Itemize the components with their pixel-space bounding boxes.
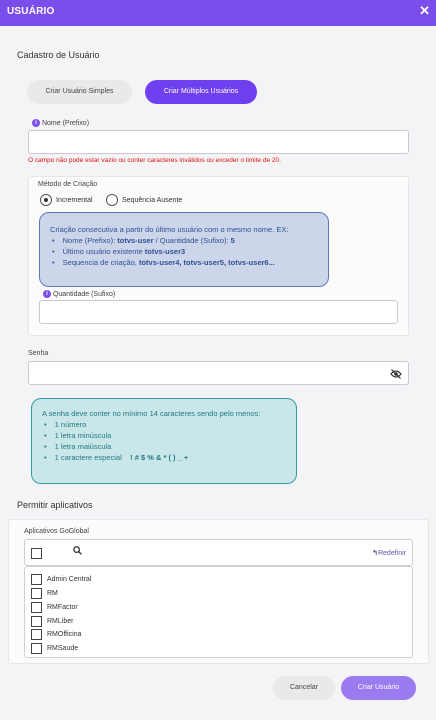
aplicativos-search-bar — [24, 539, 413, 566]
app-checkbox[interactable] — [31, 588, 42, 599]
redefinir-button[interactable] — [372, 549, 406, 557]
metodo-info-item: • Nome (Prefixo): totvs-user / Quantidade (Sufixo): 5 — [50, 235, 318, 246]
quantidade-label-row — [43, 290, 115, 298]
aplicativos-group-label: Aplicativos GoGlobal — [24, 528, 89, 535]
senha-rule: • 1 letra maiúscula — [42, 441, 286, 452]
senha-input[interactable] — [28, 361, 409, 385]
senha-rule: • 1 letra minúscula — [42, 430, 286, 441]
aplicativos-title: Permitir aplicativos — [17, 500, 93, 510]
app-label: RM — [47, 590, 58, 597]
select-all-checkbox[interactable] — [31, 548, 42, 559]
dialog-title: USUÁRIO — [7, 6, 55, 17]
radio-incremental[interactable] — [40, 194, 52, 206]
cancel-button[interactable]: Cancelar — [273, 676, 335, 700]
close-icon[interactable]: ✕ — [419, 3, 430, 18]
list-item[interactable] — [31, 629, 381, 641]
cadastro-title: Cadastro de Usuário — [17, 50, 100, 60]
app-checkbox[interactable] — [31, 602, 42, 613]
quantidade-sufixo-input[interactable] — [39, 300, 398, 324]
quantidade-label: Quantidade (Sufixo) — [52, 290, 116, 298]
info-icon: i — [43, 290, 51, 298]
senha-rules-heading: A senha deve conter no mínimo 14 caracteres sendo pelo menos: — [42, 409, 261, 418]
metodo-info-item: • Último usuário existente totvs-user3 — [50, 246, 318, 257]
tab-criar-usuario-simples[interactable]: Criar Usuário Simples — [27, 80, 132, 104]
senha-rules-box — [31, 398, 297, 484]
app-checkbox[interactable] — [31, 629, 42, 640]
metodo-info-item: • Sequencia de criação, totvs-user4, totvs-user5, totvs-user6... — [50, 257, 318, 268]
list-item[interactable] — [31, 574, 381, 586]
app-checkbox[interactable] — [31, 616, 42, 627]
app-label: RMOfficina — [47, 631, 82, 638]
app-label: RMFactor — [47, 604, 78, 611]
info-icon: i — [32, 119, 40, 127]
app-checkbox[interactable] — [31, 643, 42, 654]
senha-label: Senha — [28, 350, 49, 357]
nome-label: Nome (Prefixo) — [41, 119, 90, 127]
app-checkbox[interactable] — [31, 574, 42, 585]
metodo-title: Método de Criação — [38, 181, 98, 188]
radio-sequencia-ausente-label: Sequência Ausente — [122, 197, 183, 204]
metodo-info-box — [39, 212, 329, 287]
eye-slash-icon[interactable] — [390, 369, 402, 379]
nome-prefixo-input[interactable] — [28, 130, 409, 154]
search-icon[interactable] — [73, 546, 82, 555]
list-item[interactable] — [31, 588, 381, 600]
metodo-info-heading: Criação consecutiva a partir do último usuário com o mesmo nome. EX: — [50, 225, 289, 234]
nome-error-message: O campo não pode estar vazio ou conter caracteres inválidos ou exceder o limite de 20. — [28, 157, 281, 164]
create-user-button[interactable]: Criar Usuário — [341, 676, 416, 700]
undo-icon: ↰ — [372, 550, 378, 557]
list-item[interactable] — [31, 643, 381, 655]
radio-sequencia-ausente[interactable] — [106, 194, 118, 206]
radio-incremental-label: Incremental — [56, 197, 93, 204]
dialog-titlebar — [0, 0, 436, 26]
nome-label-row — [32, 119, 89, 127]
list-item[interactable] — [31, 602, 381, 614]
redefinir-label: Redefinir — [377, 550, 406, 557]
senha-rule: • 1 caractere especial ! # $ % & * ( ) _ + — [42, 452, 286, 463]
list-item[interactable] — [31, 616, 381, 628]
special-chars: ! # $ % & * ( ) _ + — [130, 453, 189, 462]
app-label: RMLiber — [47, 618, 74, 625]
senha-rule: • 1 número — [42, 419, 286, 430]
app-label: Admin Central — [47, 576, 92, 583]
app-label: RMSaude — [47, 645, 79, 652]
tab-criar-multiplos-usuarios[interactable]: Criar Múltiplos Usuários — [145, 80, 257, 104]
